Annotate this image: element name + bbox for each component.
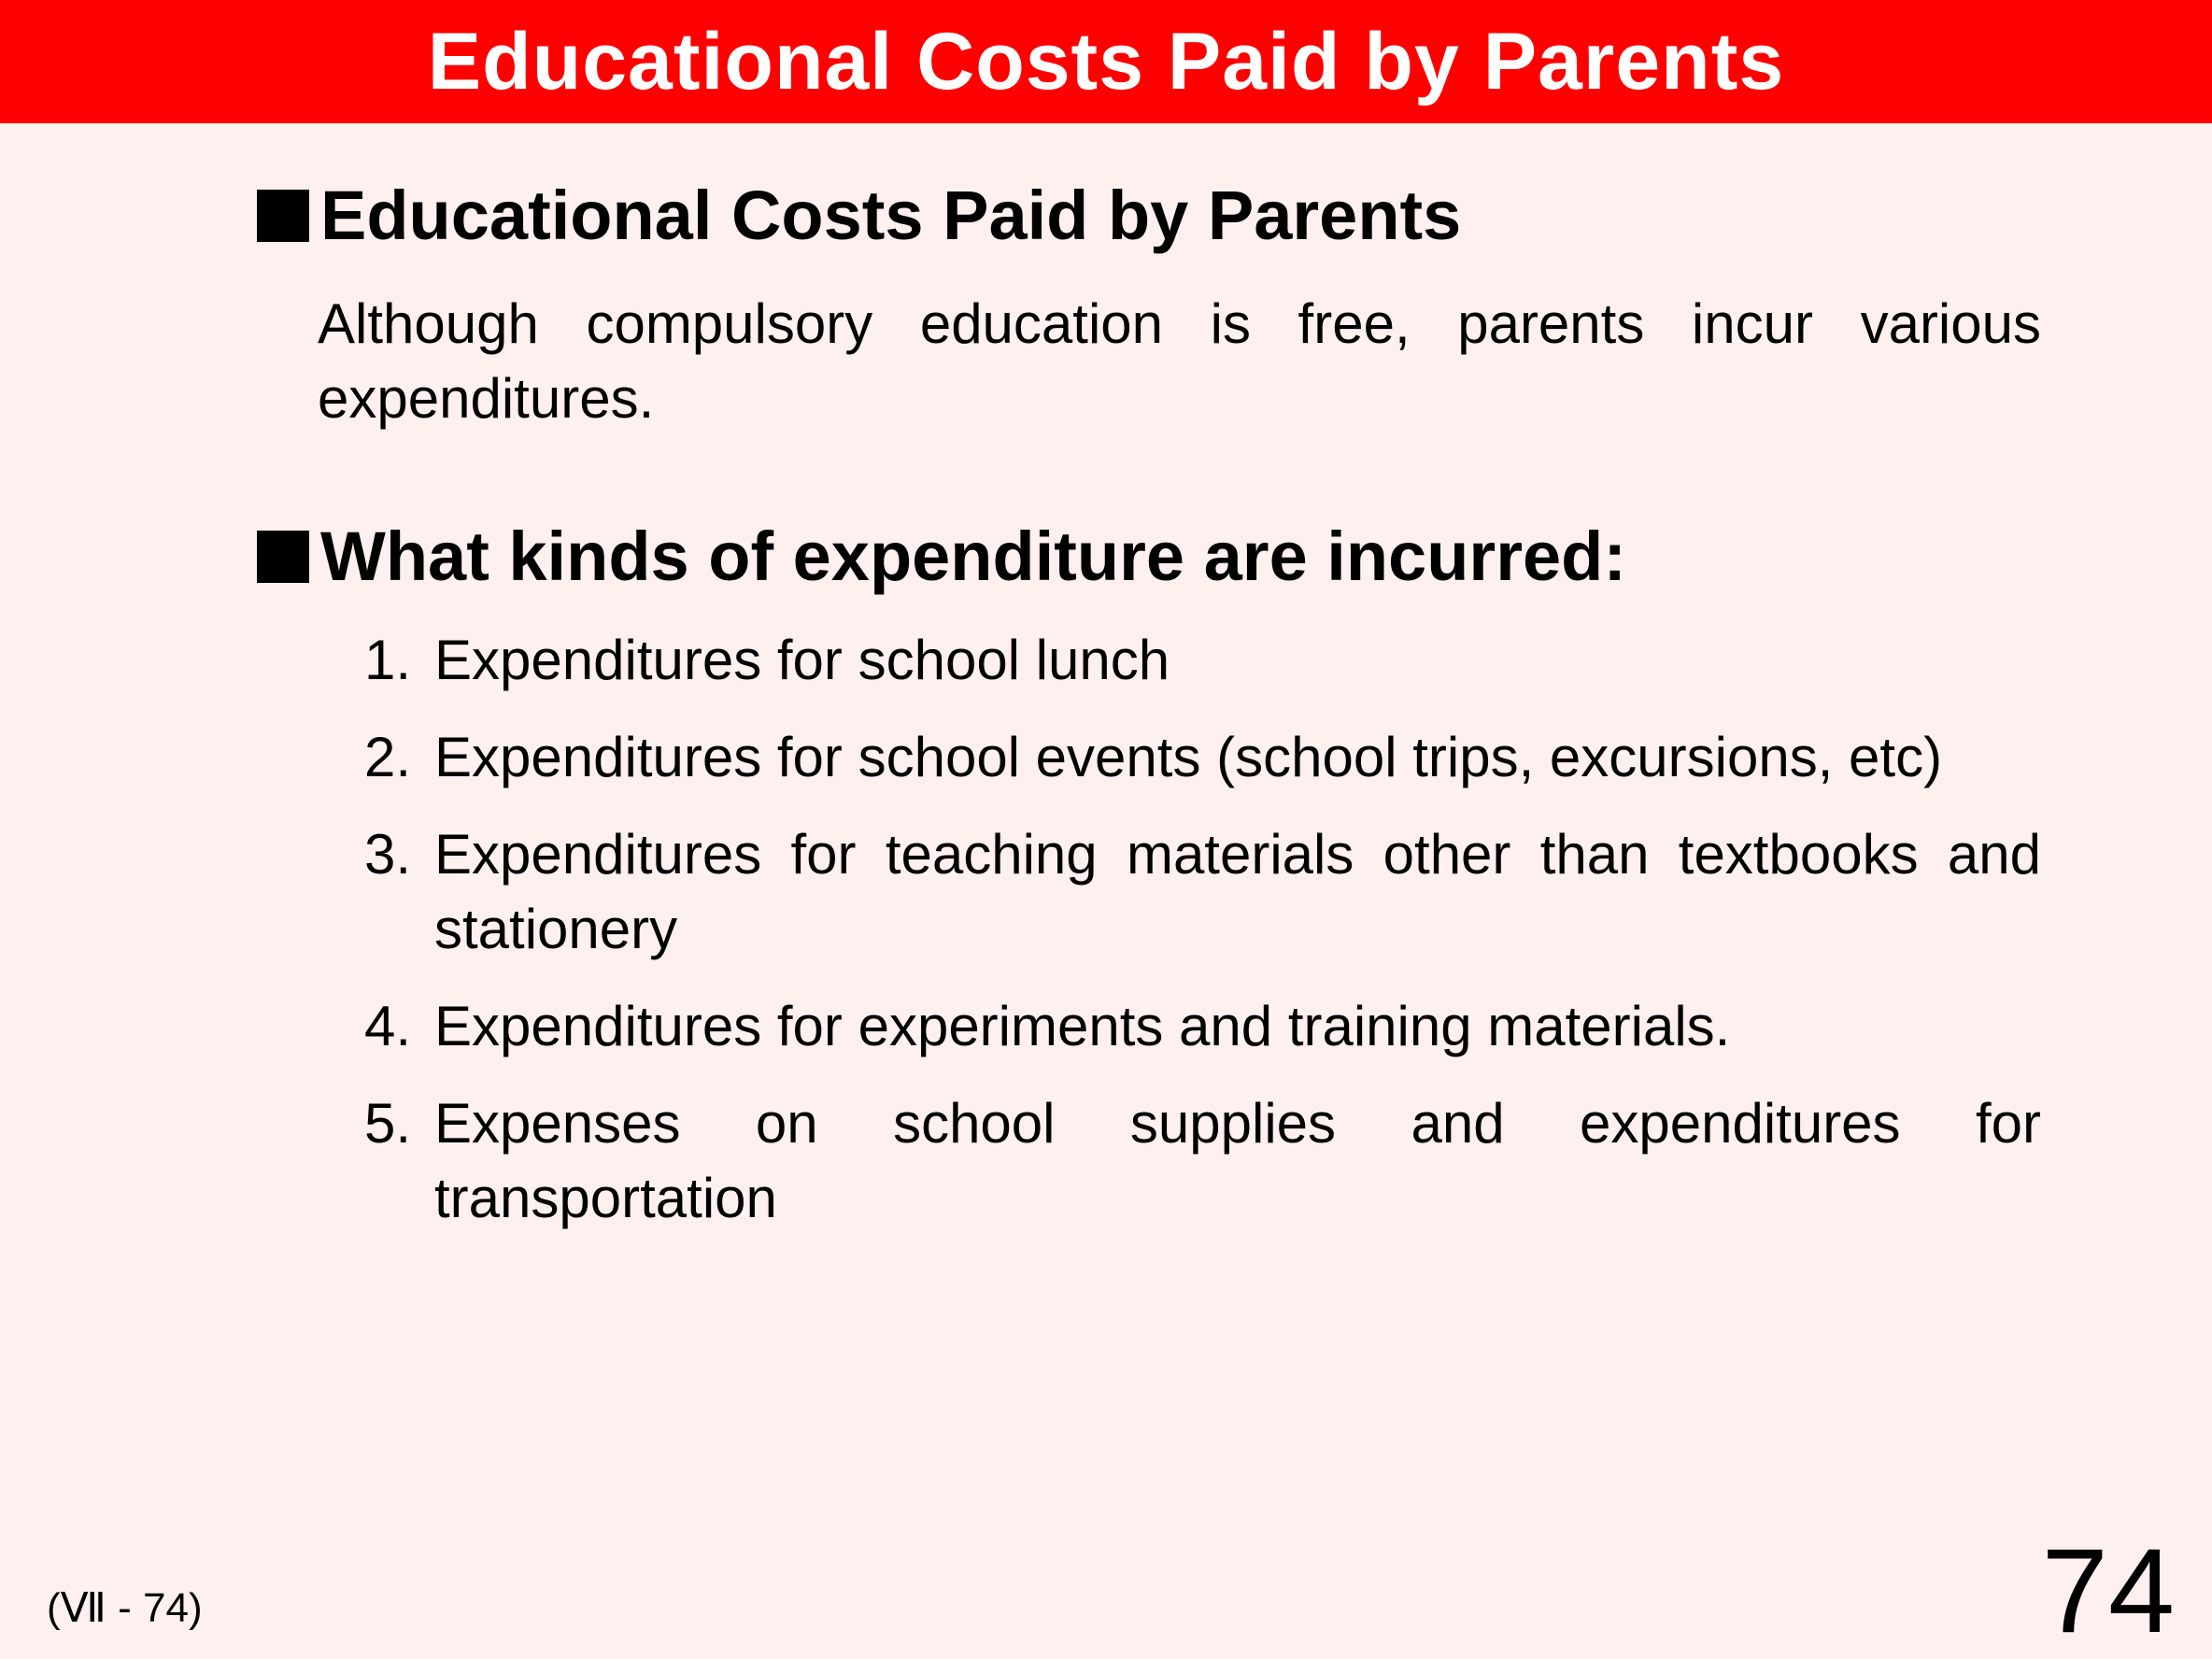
square-bullet-icon: [257, 190, 309, 242]
section-heading-text: Educational Costs Paid by Parents: [320, 177, 1462, 254]
list-item: [364, 720, 2041, 795]
list-item-text: Expenditures for school events (school trips, excursions, etc): [434, 725, 1943, 788]
list-item-number: 4.: [364, 994, 412, 1057]
list-item: [364, 989, 2041, 1064]
intro-paragraph: Although compulsory education is free, parents incur various expenditures.: [318, 292, 2041, 431]
list-item-number: 3.: [364, 822, 412, 886]
expenditure-list: [364, 623, 2041, 1236]
page-title: Educational Costs Paid by Parents: [427, 17, 1785, 106]
list-item-number: 1.: [364, 628, 412, 691]
title-bar: [0, 0, 2212, 123]
list-item-text: Expenditures for teaching materials other than textbooks and stationery: [434, 822, 2041, 960]
list-item-number: 2.: [364, 725, 412, 788]
list-item: [364, 817, 2041, 967]
page-number: 74: [2041, 1524, 2175, 1658]
list-item-text: Expenditures for school lunch: [434, 628, 1170, 691]
list-item-number: 5.: [364, 1091, 412, 1155]
section-heading-expenditure-kinds: [257, 518, 2041, 594]
list-item-text: Expenses on school supplies and expenditures for transportation: [434, 1091, 2041, 1229]
section-heading-text: What kinds of expenditure are incurred:: [320, 518, 1627, 596]
slide-content: [257, 177, 2041, 1258]
list-item: [364, 1086, 2041, 1236]
list-item-text: Expenditures for experiments and training materials.: [434, 994, 1731, 1057]
list-item: [364, 623, 2041, 698]
slide-reference: (Ⅶ - 74): [47, 1585, 203, 1631]
square-bullet-icon: [257, 531, 309, 583]
section-heading-costs: [257, 177, 2041, 253]
